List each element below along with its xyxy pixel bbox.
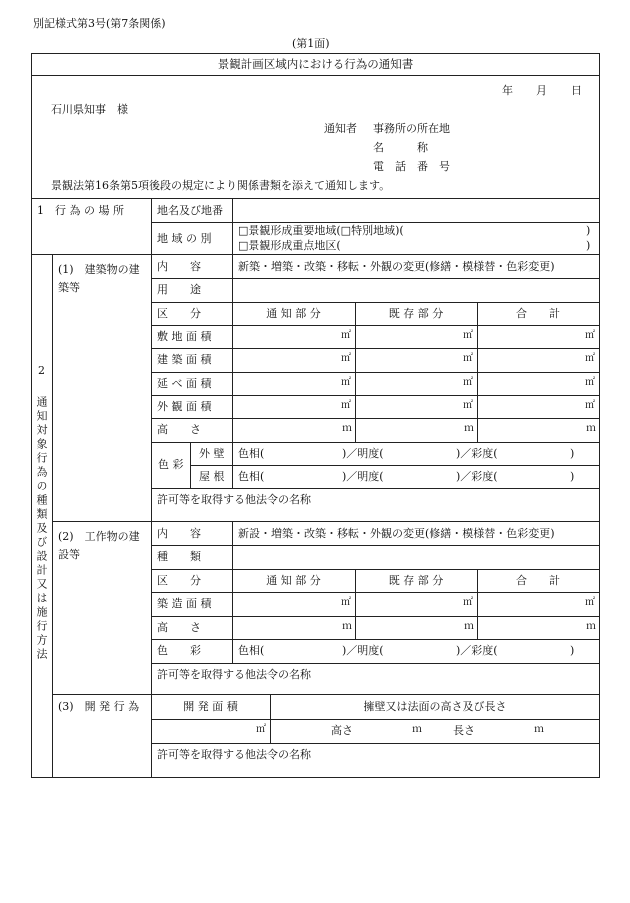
b-content-label: 内 容: [157, 260, 201, 273]
d-unit-m: ｍ: [534, 724, 544, 735]
s-class-label: 区 分: [157, 574, 201, 587]
s-color-label: 色 彩: [157, 644, 201, 657]
s-row-6: [151, 663, 600, 664]
b-unit-sqm: ㎡: [463, 377, 473, 388]
s-unit-sqm: ㎡: [341, 597, 351, 608]
b-row-5: [151, 372, 600, 373]
b-row-11: [52, 521, 600, 522]
addressee: 石川県知事 様: [51, 103, 128, 116]
b-unit-sqm: ㎡: [463, 400, 473, 411]
s-col-existing-header: 既 存 部 分: [388, 574, 444, 587]
subsection-divider: [151, 254, 152, 777]
b-wall-close: ): [570, 447, 575, 460]
s-unit-m: ｍ: [342, 621, 352, 632]
b-unit-sqm: ㎡: [463, 353, 473, 364]
d-row-2: [151, 743, 600, 744]
d-unit-m: ｍ: [412, 724, 422, 735]
d-height-label: 高さ: [331, 724, 353, 737]
page-label: (第1面): [292, 37, 330, 50]
b-unit-sqm: ㎡: [585, 353, 595, 364]
b-row-10: [151, 488, 600, 489]
section1-heading: 1 行 為 の 場 所: [37, 204, 124, 217]
form-title: 景観計画区域内における行為の通知書: [217, 57, 414, 71]
b-row-7: [151, 418, 600, 419]
s-unit-sqm: ㎡: [585, 597, 595, 608]
section2-heading: 2 通知対象行為の種類及び設計又は施行方法: [35, 364, 48, 662]
b-wall-hue: 色相(: [238, 447, 265, 460]
s-row-2: [151, 569, 600, 570]
structure-heading-text: (2) 工作物の建設等: [58, 530, 140, 561]
development-heading: (3) 開 発 行 為: [58, 700, 140, 713]
b-wall-label: 外 壁: [199, 447, 225, 460]
b-roof-chroma: )／彩度(: [456, 470, 498, 483]
b-col-color: [190, 442, 191, 488]
form-number: 別記様式第3号(第7条関係): [33, 17, 166, 30]
frame-left: [31, 53, 32, 777]
area-option-2: □景観形成重点地区(: [238, 239, 341, 252]
b-use-label: 用 途: [157, 283, 201, 296]
place-label: 地名及び地番: [157, 204, 223, 217]
b-unit-sqm: ㎡: [341, 400, 351, 411]
b-unit-m: ｍ: [586, 423, 596, 434]
s-color-hue: 色相(: [238, 644, 265, 657]
notifier-phone-label: 電 話 番 号: [373, 160, 450, 173]
b-content-value: 新築・増築・改築・移転・外観の変更(修繕・模様替・色彩変更): [238, 260, 555, 273]
b-row-4: [151, 348, 600, 349]
b-row-9: [190, 465, 600, 466]
b-col-notify: [355, 302, 356, 442]
s-color-value: )／明度(: [342, 644, 384, 657]
building-heading-text: (1) 建築物の建築等: [58, 263, 140, 294]
b-unit-sqm: ㎡: [585, 377, 595, 388]
b-row-2: [151, 302, 600, 303]
s-unit-sqm: ㎡: [463, 597, 473, 608]
d-length-label: 長さ: [453, 724, 475, 737]
d-wall-label: 擁壁又は法面の高さ及び長さ: [363, 700, 507, 713]
area-option-1: □景観形成重要地域(□特別地域)(: [238, 224, 404, 237]
section1-top: [31, 198, 600, 199]
s-content-value: 新設・増築・改築・移転・外観の変更(修繕・模様替・色彩変更): [238, 527, 555, 540]
s-row-5: [151, 639, 600, 640]
b-unit-sqm: ㎡: [585, 330, 595, 341]
date-month: 月: [536, 84, 547, 97]
b-color-label: 色 彩: [158, 458, 184, 471]
s-col-notify-header: 通 知 部 分: [266, 574, 321, 587]
b-row-1: [151, 278, 600, 279]
b-roof-hue: 色相(: [238, 470, 265, 483]
s-kind-label: 種 類: [157, 550, 201, 563]
title-divider: [31, 75, 600, 76]
b-facade-area: 外 観 面 積: [157, 400, 212, 413]
notifier-name-label: 名 称: [373, 141, 428, 154]
section2-top: [31, 254, 600, 255]
b-building-area: 建 築 面 積: [157, 353, 212, 366]
b-row-3: [151, 325, 600, 326]
b-wall-value: )／明度(: [342, 447, 384, 460]
b-roof-value: )／明度(: [342, 470, 384, 483]
b-row-8: [151, 442, 600, 443]
b-col-total-header: 合 計: [516, 307, 560, 320]
section1-label-divider: [151, 198, 152, 254]
section1-value-divider: [232, 198, 233, 254]
section2-label-divider: [52, 254, 53, 777]
b-unit-sqm: ㎡: [585, 400, 595, 411]
date-year: 年: [502, 84, 513, 97]
b-col-existing: [477, 302, 478, 442]
frame-bottom: [31, 777, 600, 778]
notifier-label: 通知者: [324, 122, 357, 135]
d-area-label: 開 発 面 積: [183, 700, 238, 713]
frame-right: [599, 53, 600, 777]
frame-top: [31, 53, 600, 54]
s-unit-m: ｍ: [586, 621, 596, 632]
s-permit: 許可等を取得する他法令の名称: [157, 668, 311, 681]
statement: 景観法第16条第5項後段の規定により関係書類を添えて通知します。: [51, 179, 391, 192]
s-color-close: ): [570, 644, 575, 657]
structure-heading: [58, 528, 146, 564]
s-row-7: [52, 694, 600, 695]
s-content-label: 内 容: [157, 527, 201, 540]
b-wall-chroma: )／彩度(: [456, 447, 498, 460]
d-unit-sqm: ㎡: [256, 724, 266, 735]
b-col-notify-header: 通 知 部 分: [266, 307, 321, 320]
s-color-chroma: )／彩度(: [456, 644, 498, 657]
b-unit-sqm: ㎡: [463, 330, 473, 341]
s-unit-m: ｍ: [464, 621, 474, 632]
b-row-6: [151, 395, 600, 396]
notifier-address-label: 事務所の所在地: [373, 122, 450, 135]
b-unit-sqm: ㎡: [341, 330, 351, 341]
b-unit-m: ｍ: [342, 423, 352, 434]
s-height: 高 さ: [157, 621, 201, 634]
section1-mid: [151, 222, 600, 223]
date-day: 日: [571, 84, 582, 97]
b-site-area: 敷 地 面 積: [157, 330, 212, 343]
b-roof-label: 屋 根: [199, 470, 225, 483]
s-row-3: [151, 592, 600, 593]
s-col-total-header: 合 計: [516, 574, 560, 587]
s-row-1: [151, 545, 600, 546]
b-unit-sqm: ㎡: [341, 353, 351, 364]
b-unit-m: ｍ: [464, 423, 474, 434]
d-permit: 許可等を取得する他法令の名称: [157, 748, 311, 761]
s-col-label: [232, 521, 233, 663]
s-row-4: [151, 616, 600, 617]
area-option-2-close: ): [586, 239, 591, 252]
b-roof-close: ): [570, 470, 575, 483]
b-height: 高 さ: [157, 423, 201, 436]
area-option-1-close: ): [586, 224, 591, 237]
b-permit: 許可等を取得する他法令の名称: [157, 493, 311, 506]
d-row-1: [151, 719, 600, 720]
b-floor-area: 延 べ 面 積: [157, 377, 212, 390]
building-heading: [58, 261, 146, 297]
b-col-label: [232, 254, 233, 488]
area-label: 地 域 の 別: [157, 232, 212, 245]
b-col-existing-header: 既 存 部 分: [388, 307, 444, 320]
b-class-label: 区 分: [157, 307, 201, 320]
b-unit-sqm: ㎡: [341, 377, 351, 388]
s-build-area: 築 造 面 積: [157, 597, 212, 610]
